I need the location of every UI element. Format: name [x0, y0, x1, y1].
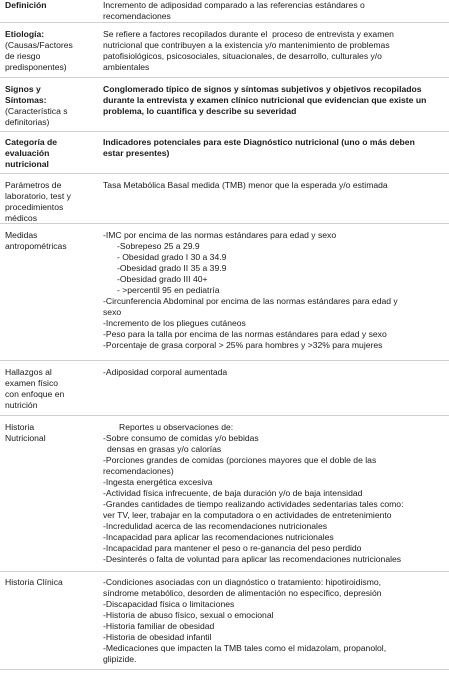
row-medidas-antropometricas [0, 224, 449, 361]
row-label [0, 420, 88, 571]
row-text [88, 228, 449, 360]
text-line: ambientales [103, 62, 150, 72]
row-label [0, 27, 88, 77]
label-line: Síntomas: [5, 95, 47, 105]
text-line: estar presentes) [103, 148, 170, 158]
label-line: Hallazgos al [5, 367, 52, 377]
text-line: - >percentil 95 en pediatría [117, 285, 220, 295]
text-line: densas en grasas y/o calorías [107, 444, 222, 454]
text-line: -Obesidad grado III 40+ [117, 274, 208, 284]
row-categoria [0, 132, 449, 174]
text-line: -Discapacidad física o limitaciones [103, 599, 235, 609]
label-line: Historia Clínica [5, 577, 63, 587]
text-line: síndrome metabólico, desorden de alimentación no específico, depresión [103, 588, 382, 598]
label-line: antropométricas [5, 241, 67, 251]
text-line: -Sobrepeso 25 a 29.9 [117, 241, 200, 251]
label-line: con enfoque en [5, 389, 65, 399]
label-line: Signos y [5, 84, 41, 94]
row-definicion [0, 0, 449, 23]
row-label [0, 228, 88, 360]
label-line: predisponentes) [5, 62, 67, 72]
row-historia-clinica [0, 572, 449, 670]
text-line: -Peso para la talla por encima de las normas estándares para edad y sexo [103, 329, 387, 339]
text-line: Indicadores potenciales para este Diagnóstico nutricional (uno o más deben [103, 137, 415, 147]
row-text [88, 135, 449, 173]
text-line: -Porciones grandes de comidas (porciones mayores que el doble de las [103, 455, 377, 465]
row-signos-sintomas [0, 78, 449, 132]
label-line: evaluación [5, 148, 50, 158]
label-line: de riesgo [5, 51, 41, 61]
text-line: -Historia de abuso físico, sexual o emocional [103, 610, 274, 620]
label-line: examen físico [5, 378, 59, 388]
row-text [88, 575, 449, 669]
row-text [88, 27, 449, 77]
label-line: procedimientos [5, 202, 64, 212]
row-text [88, 420, 449, 571]
label-line: nutrición [5, 400, 38, 410]
row-parametros-laboratorio [0, 174, 449, 224]
text-line: nutricional que contribuyen a la existencia y/o mantenimiento de problemas [103, 40, 390, 50]
label-line: (Característica s [5, 106, 68, 116]
text-line: Se refiere a factores recopilados durante el proceso de entrevista y examen [103, 29, 394, 39]
text-line: -Historia de obesidad infantil [103, 632, 212, 642]
text-line: -Incapacidad para aplicar las recomendaciones nutricionales [103, 532, 334, 542]
row-label [0, 82, 88, 131]
text-line: -Medicaciones que impacten la TMB tales como el midazolam, propanolol, [103, 643, 387, 653]
text-line: -Desinterés o falta de voluntad para aplicar las recomendaciones nutricionales [103, 554, 402, 564]
text-line: -Condiciones asociadas con un diagnóstico o tratamiento: hipotiroidismo, [103, 577, 382, 587]
text-line: - Obesidad grado I 30 a 34.9 [117, 252, 227, 262]
text-line: Incremento de adiposidad comparado a las referencias estándares o [103, 0, 365, 10]
row-text [88, 82, 449, 131]
text-line: Reportes u observaciones de: [119, 422, 234, 432]
label-line: Historia [5, 422, 35, 432]
label-line: definitorias) [5, 117, 50, 127]
text-line: Conglomerado típico de signos y síntomas subjetivos y objetivos recopilados [103, 84, 422, 94]
label-line: Parámetros de [5, 180, 62, 190]
row-text [88, 178, 449, 223]
label-line: nutricional [5, 159, 49, 169]
text-line: glipizide. [103, 654, 137, 664]
text-line: -Incremento de los pliegues cutáneos [103, 318, 246, 328]
text-line: recomendaciones) [103, 466, 174, 476]
row-text [88, 0, 449, 22]
row-label [0, 178, 88, 223]
row-label [0, 575, 88, 669]
text-line: -Porcentaje de grasa corporal > 25% para hombres y >32% para mujeres [103, 340, 383, 350]
text-line: -Adiposidad corporal aumentada [103, 367, 228, 377]
label-line: Nutricional [5, 433, 46, 443]
row-historia-nutricional [0, 416, 449, 572]
text-line: -Grandes cantidades de tiempo realizando actividades sedentarias tales como: [103, 499, 404, 509]
row-hallazgos-examen-fisico [0, 361, 449, 416]
text-line: durante la entrevista y examen clínico nutricional que evidencian que existe un [103, 95, 427, 105]
text-line: -Sobre consumo de comidas y/o bebidas [103, 433, 259, 443]
label-line: Etiología: [5, 29, 45, 39]
text-line: recomendaciones [103, 11, 171, 21]
text-line: -Incredulidad acerca de las recomendaciones nutricionales [103, 521, 328, 531]
label-line: Categoría de [5, 137, 58, 147]
text-line: problema, lo cuantifica y describe su severidad [103, 106, 297, 116]
text-line: ver TV, leer, trabajar en la computadora o en actividades de entretenimiento [103, 510, 392, 520]
label-line: Medidas [5, 230, 38, 240]
text-line: -Actividad física infrecuente, de baja duración y/o de baja intensidad [103, 488, 363, 498]
row-text [88, 365, 449, 415]
row-label [0, 0, 88, 22]
label-line: (Causas/Factores [5, 40, 73, 50]
row-etiologia [0, 23, 449, 78]
text-line: sexo [103, 307, 122, 317]
row-label [0, 365, 88, 415]
text-line: -Obesidad grado II 35 a 39.9 [117, 263, 227, 273]
text-line: -IMC por encima de las normas estándares para edad y sexo [103, 230, 337, 240]
row-label [0, 135, 88, 173]
text-line: -Incapacidad para mantener el peso o re-ganancia del peso perdido [103, 543, 362, 553]
text-line: patofisiológicos, psicosociales, situacionales, de desarrollo, culturales y/o [103, 51, 382, 61]
text-line: -Ingesta energética excesiva [103, 477, 213, 487]
text-line: -Historia familiar de obesidad [103, 621, 215, 631]
text-line: Tasa Metabólica Basal medida (TMB) menor que la esperada y/o estimada [103, 180, 388, 190]
label-line: médicos [5, 213, 37, 223]
text-line: -Circunferencia Abdominal por encima de las normas estándares para edad y [103, 296, 398, 306]
label-line: Definición [5, 0, 47, 10]
label-line: laboratorio, test y [5, 191, 71, 201]
